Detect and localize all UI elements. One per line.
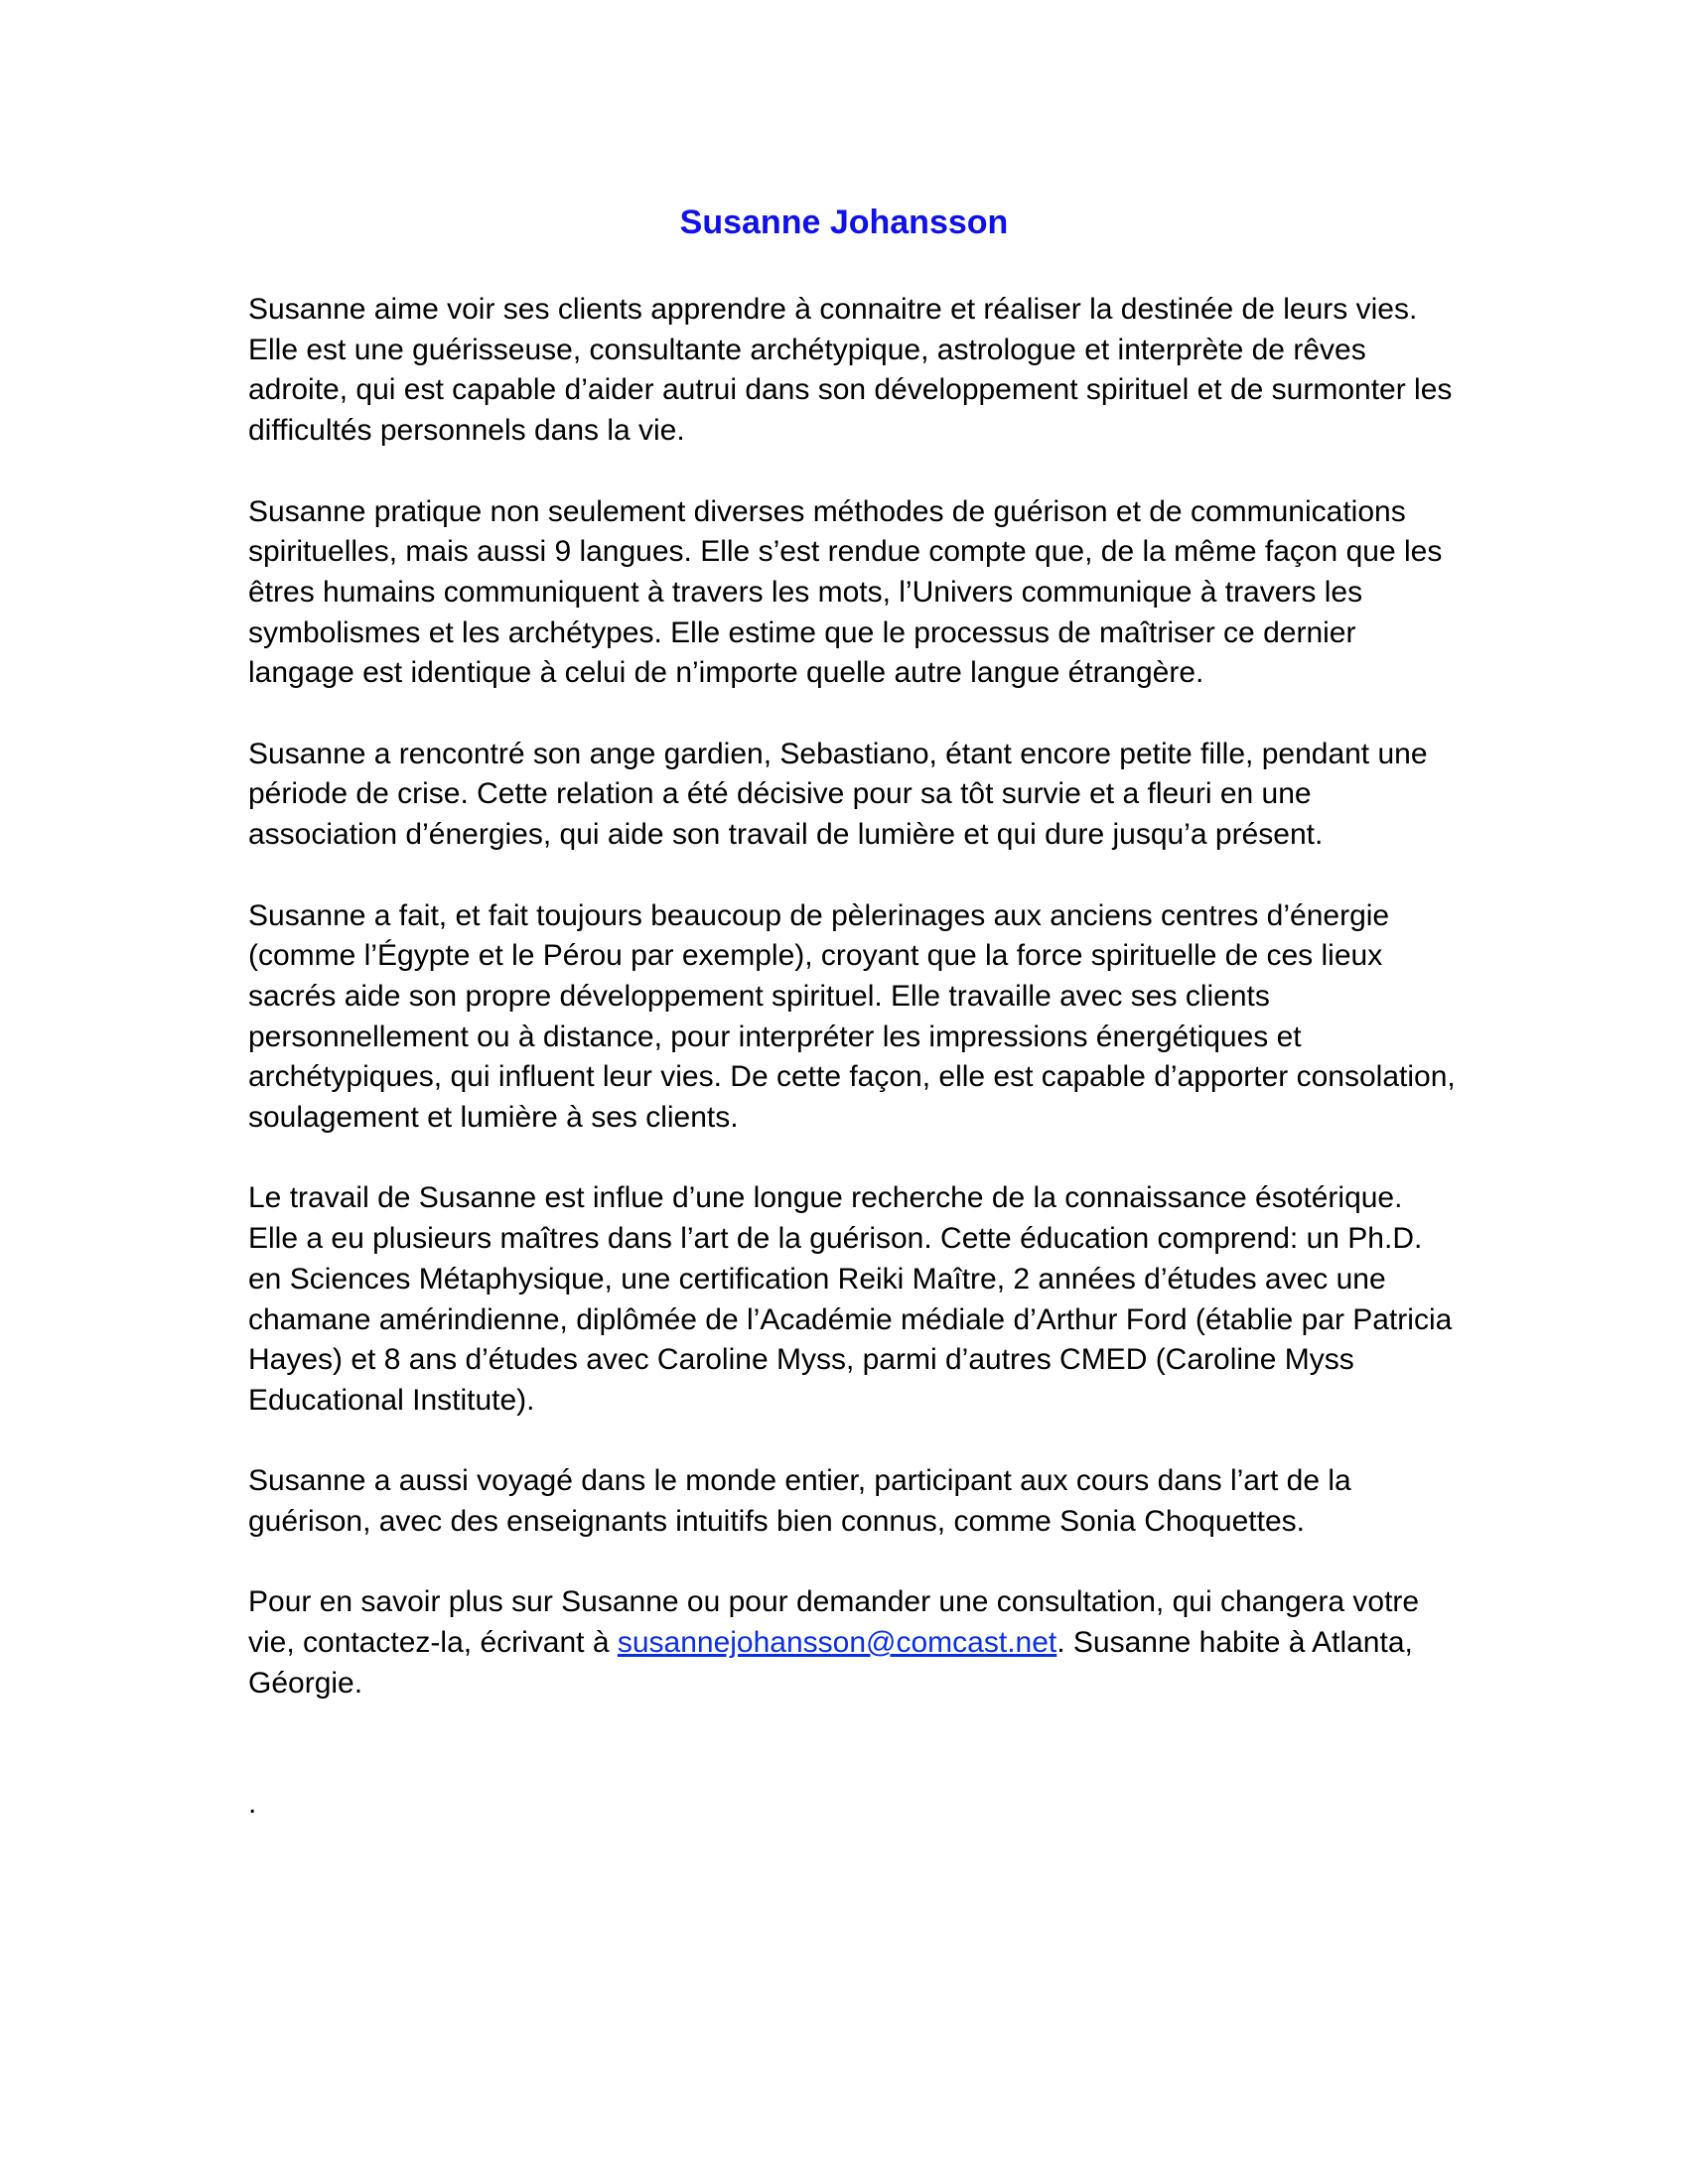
contact-text-before: Pour en savoir plus sur Susanne ou pour demander une consultation, qui changera votre vie, contactez-la, écrivant à — [248, 1585, 1420, 1660]
document-body — [248, 290, 1460, 1744]
paragraph-pilgrimages: Susanne a fait, et fait toujours beaucoup de pèlerinages aux anciens centres d’énergie (comme l’Égypte et le Pérou par exemple), croyant que la force spirituelle de ces lieux sacrés aide son propre développement spirituel. Elle travaille avec ses clients personnellement ou à distance, pour interpréter les impressions énergétiques et archétypiques, qui influent leur vies. De cette façon, elle est capable d’apporter consolation, soulagement et lumière à ses clients. — [248, 898, 1456, 1135]
trailing-period: . — [248, 1787, 257, 1820]
paragraph-contact — [248, 1582, 1460, 1704]
paragraph-education: Le travail de Susanne est influe d’une longue recherche de la connaissance ésotérique. Elle a eu plusieurs maîtres dans l’art de la guérison. Cette éducation comprend: un Ph.D. en Sciences Métaphysique, une certification Reiki Maître, 2 années d’études avec une chamane amérindienne, diplômée de l’Académie médiale d’Arthur Ford (établie par Patricia Hayes) et 8 ans d’études avec Caroline Myss, parmi d’autres CMED (Caroline Myss Educational Institute). — [248, 1181, 1453, 1417]
paragraph-travels: Susanne a aussi voyagé dans le monde entier, participant aux cours dans l’art de la guérison, avec des enseignants intuitifs bien connus, comme Sonia Choquettes. — [248, 1464, 1351, 1539]
paragraph-guardian-angel: Susanne a rencontré son ange gardien, Sebastiano, étant encore petite fille, pendant une période de crise. Cette relation a été décisive pour sa tôt survie et a fleuri en une association d’énergies, qui aide son travail de lumière et qui dure jusqu’a présent. — [248, 737, 1428, 852]
paragraph-languages: Susanne pratique non seulement diverses méthodes de guérison et de communications spirituelles, mais aussi 9 langues. Elle s’est rendue compte que, de la même façon que les êtres humains communiquent à travers les mots, l’Univers communique à travers les symbolismes et les archétypes. Elle estime que le processus de maîtriser ce dernier langage est identique à celui de n’importe quelle autre langue étrangère. — [248, 494, 1443, 690]
contact-text-after: . Susanne habite à Atlanta, Géorgie. — [248, 1626, 1413, 1700]
paragraph-intro: Susanne aime voir ses clients apprendre à connaitre et réaliser la destinée de leurs vies. Elle est une guérisseuse, consultante archétypique, astrologue et interprète de rêves adroite, qui est capable d’aider autrui dans son développement spirituel et de surmonter les difficultés personnels dans la vie. — [248, 293, 1453, 448]
page-title: Susanne Johansson — [679, 204, 1009, 241]
email-link[interactable]: susannejohansson@comcast.net — [617, 1626, 1057, 1660]
